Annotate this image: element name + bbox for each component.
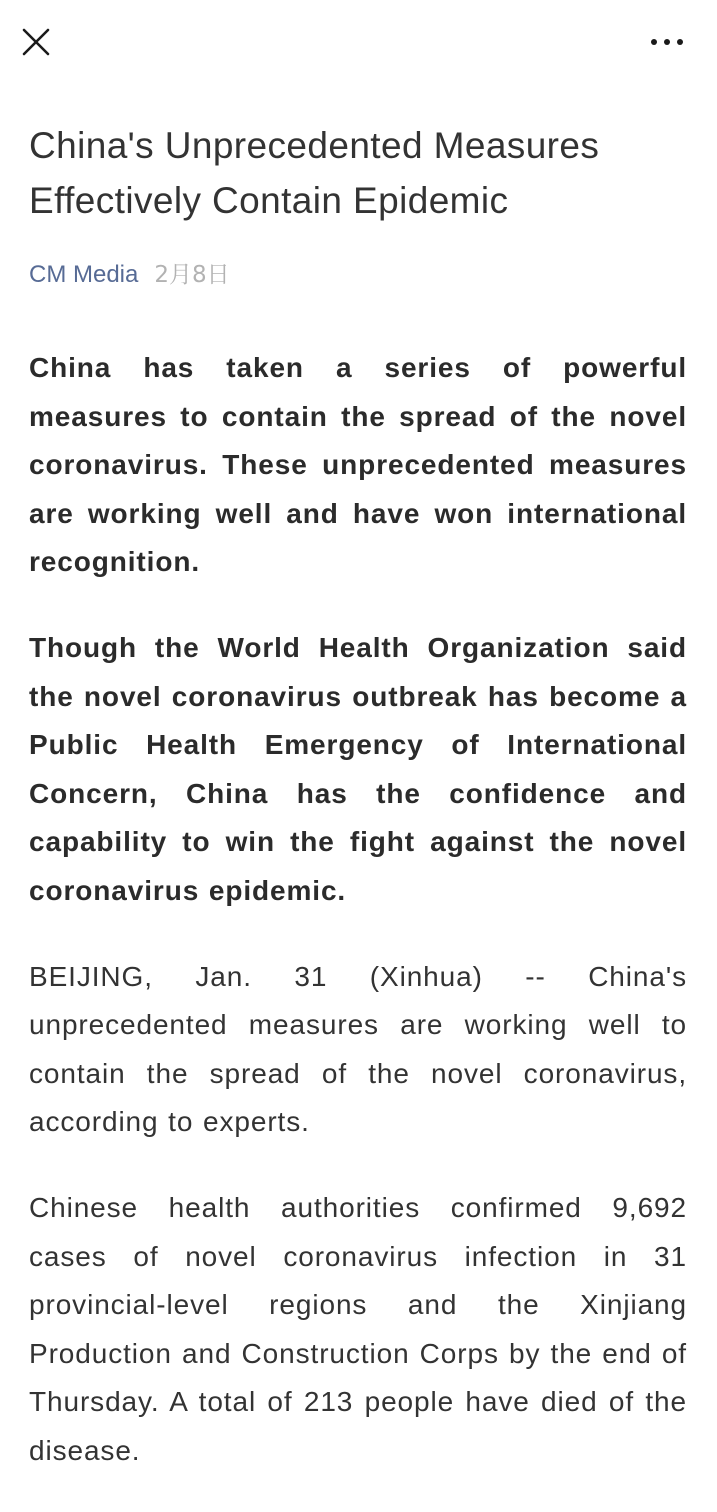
article-paragraph: BEIJING, Jan. 31 (Xinhua) -- China's unprecedented measures are working well to contain the spread of the novel coronavirus, according to experts.	[29, 960, 687, 1138]
more-options-button[interactable]	[644, 24, 690, 60]
author-link[interactable]: CM Media	[29, 261, 139, 288]
more-horizontal-icon	[644, 24, 690, 60]
close-button[interactable]	[18, 24, 54, 60]
top-bar	[0, 0, 717, 84]
close-icon	[18, 24, 54, 60]
article-paragraph-lead: China has taken a series of powerful measures to contain the spread of the novel coronavirus. These unprecedented measures are working well and have won international recognition.	[29, 352, 687, 578]
article-meta	[29, 260, 687, 290]
article-body	[29, 344, 687, 1475]
article-title: China's Unprecedented Measures Effectively Contain Epidemic	[29, 125, 600, 221]
article	[29, 118, 687, 1512]
publish-date: 2月8日	[154, 262, 230, 288]
article-paragraph-lead: Though the World Health Organization said the novel coronavirus outbreak has become a Public Health Emergency of International Concern, China has the confidence and capability to win the fight against the novel coronavirus epidemic.	[29, 631, 687, 906]
article-paragraph: Chinese health authorities confirmed 9,692 cases of novel coronavirus infection in 31 provincial-level regions and the Xinjiang Production and Construction Corps by the end of Thursday. A total of 213 people have died of the disease.	[29, 1191, 687, 1466]
